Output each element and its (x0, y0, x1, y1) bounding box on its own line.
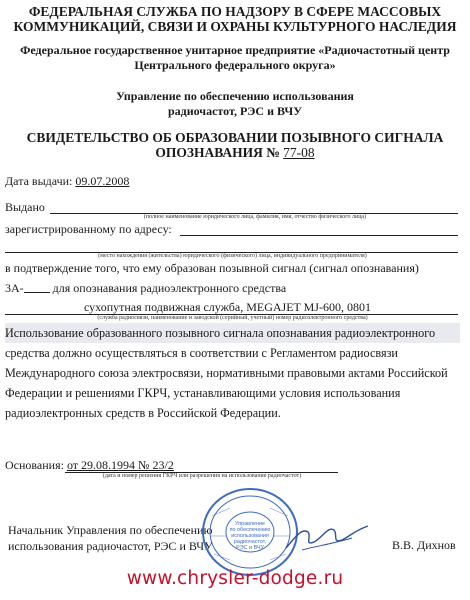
issued-to-label: Выдано (5, 200, 45, 214)
svg-text:РЭС и ВЧУ: РЭС и ВЧУ (236, 545, 264, 551)
certificate-number-prefix: ОПОЗНАВАНИЯ № (155, 145, 284, 160)
address-caption: (место нахождения (жительства) юридического (физического) лица, индивидуального предпринимателя) (98, 253, 367, 259)
issued-to-caption: (полное наименование юридического лица, фамилия, имя, отчество физического лица) (143, 214, 367, 220)
department-line2: радиочастот, РЭС и ВЧУ (167, 104, 303, 118)
service-value: сухопутная подвижная служба, MEGAJET MJ-600, 0801 (84, 300, 371, 314)
issue-date-label: Дата выдачи: (5, 174, 76, 188)
callsign-purpose: для опознавания радиоэлектронного средства (49, 281, 287, 295)
agency-title-line2: КОММУНИКАЦИЙ, СВЯЗИ И ОХРАНЫ КУЛЬТУРНОГО НАСЛЕДИЯ (13, 19, 457, 34)
basis-caption: (дата и номер решения ГКРЧ или разрешения на использование радиочастот) (102, 473, 302, 479)
usage-line-5: радиоэлектронных средств в Российской Федерации. (5, 406, 281, 420)
svg-text:использования: использования (231, 533, 269, 539)
svg-text:Управление: Управление (235, 521, 265, 527)
basis-label: Основания: (5, 458, 67, 472)
signatory-position-line1: Начальник Управления по обеспечению (8, 523, 213, 537)
svg-text:радиочастот,: радиочастот, (233, 539, 267, 545)
handwritten-signature-icon (282, 518, 372, 558)
basis-row (5, 458, 174, 473)
confirmation-text: в подтверждение того, что ему образован позывной сигнал (сигнал опознавания) (5, 261, 419, 275)
certificate-title-line2 (0, 145, 470, 160)
issue-date-row (5, 174, 129, 189)
usage-line-4: Федерации и решениями ГКРЧ, устанавливающими условия использования (5, 386, 401, 400)
usage-line-1: Использование образованного позывного сигнала опознавания радиоэлектронного (5, 323, 460, 343)
signatory-position (8, 522, 213, 554)
usage-line-3: Международного союза электросвязи, нормативными правовыми актами Российской (5, 366, 448, 380)
address-label: зарегистрированному по адресу: (5, 222, 172, 236)
enterprise-name-line1: Федеральное государственное унитарное предприятие «Радиочастотный центр (20, 43, 450, 57)
enterprise-name-line2: Центрального федерального округа» (134, 58, 336, 72)
agency-title-line1: ФЕДЕРАЛЬНАЯ СЛУЖБА ПО НАДЗОРУ В СФЕРЕ МАССОВЫХ (28, 4, 442, 19)
svg-text:по обеспечению: по обеспечению (229, 527, 271, 533)
callsign-row (5, 281, 286, 296)
service-caption: (служба радиосвязи, наименование и заводской (серийный, учетный) номер радиоэлектронного средства) (97, 315, 368, 321)
callsign-value: 3А- (5, 281, 24, 295)
certificate-number: 77-08 (283, 145, 315, 160)
department-line1: Управление по обеспечению использования (116, 89, 354, 103)
usage-paragraph (5, 323, 460, 423)
usage-line-2: средства должно осуществляться в соответствии с Регламентом радиосвязи (5, 346, 398, 360)
certificate-title-line1: СВИДЕТЕЛЬСТВО ОБ ОБРАЗОВАНИИ ПОЗЫВНОГО СИГНАЛА (26, 130, 444, 145)
address-line-1 (180, 235, 458, 236)
issue-date: 09.07.2008 (75, 174, 130, 188)
basis-value: от 29.08.1994 № 23/2 (66, 458, 174, 472)
signatory-position-line2: использования радиочастот, РЭС и ВЧУ (8, 539, 213, 553)
signatory-name: В.В. Дихнов (392, 538, 456, 552)
site-watermark: www.chrysler-dodge.ru (126, 568, 344, 589)
